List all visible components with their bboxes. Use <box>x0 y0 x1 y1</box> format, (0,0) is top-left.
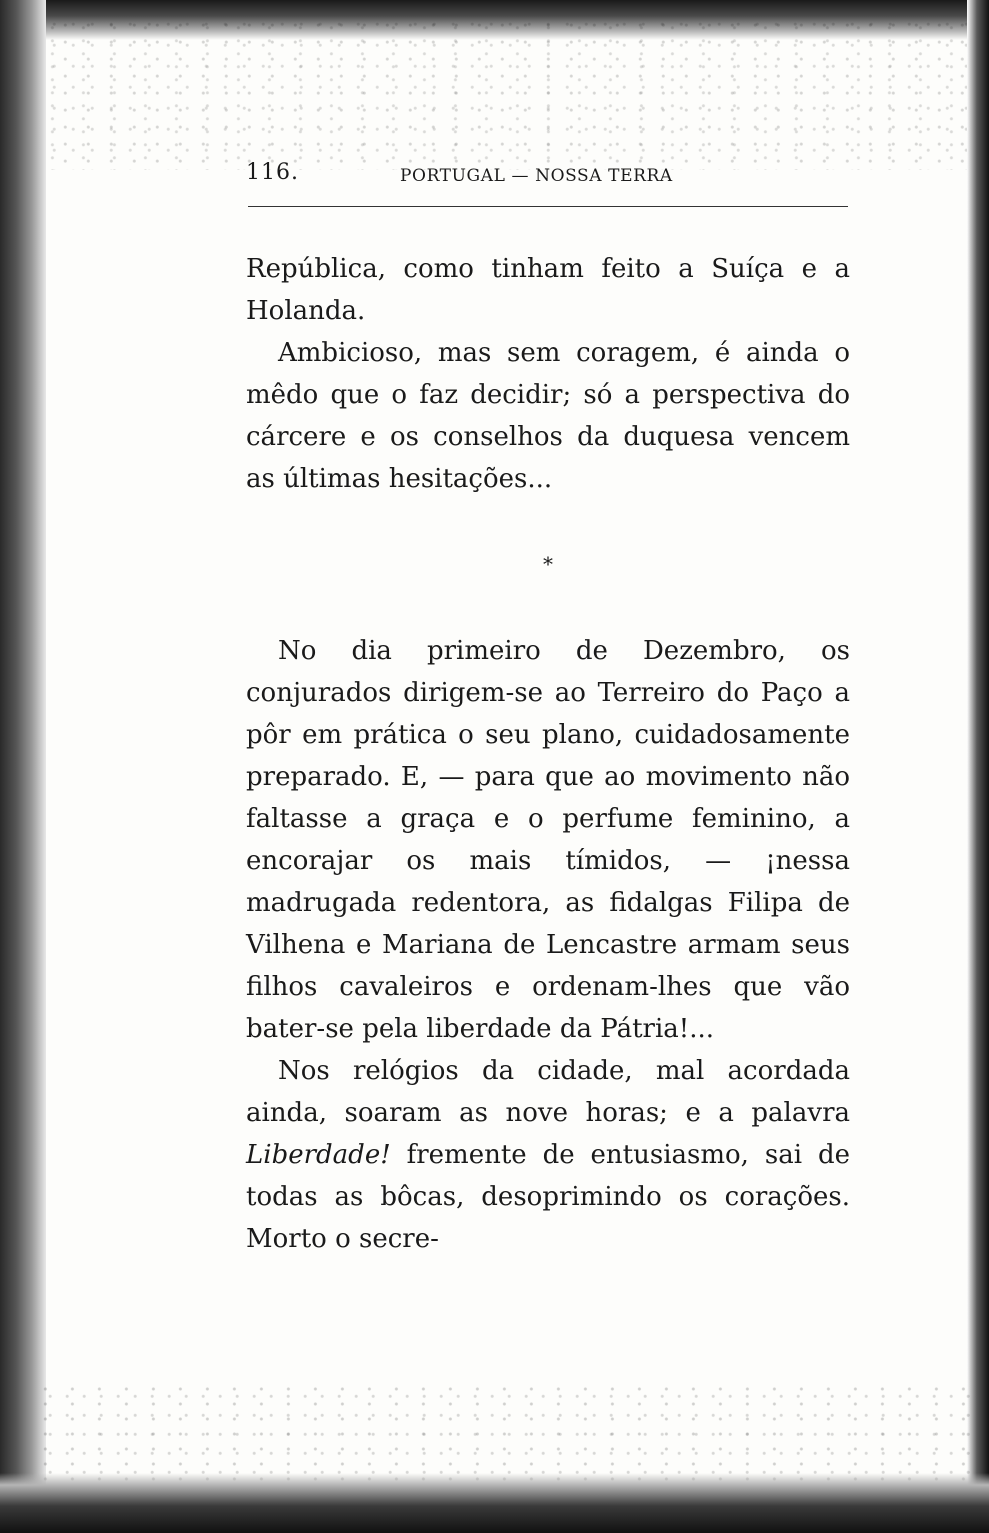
paragraph-continuation: República, como tinham feito a Suíça e a Holanda. <box>246 254 850 326</box>
scan-border-right <box>967 0 989 1533</box>
scan-border-left <box>0 0 46 1533</box>
paragraph-relogios-end: fremente de entusiasmo, sai de todas as bôcas, desoprimindo os corações. Morto o secre- <box>246 1140 850 1254</box>
running-title: PORTUGAL — NOSSA TERRA <box>400 166 673 186</box>
running-header <box>246 160 850 200</box>
section-separator: * <box>543 552 553 576</box>
page-number: 116. <box>246 160 299 185</box>
text-block-after-separator <box>246 630 850 1260</box>
paragraph-relogios-start: Nos relógios da cidade, mal acordada ainda, soaram as nove horas; e a palavra <box>246 1056 850 1128</box>
scan-noise-top <box>40 20 970 170</box>
scan-border-bottom <box>0 1473 989 1533</box>
header-rule <box>248 206 848 207</box>
text-block-before-separator <box>246 248 850 500</box>
paragraph-relogios <box>246 1050 850 1260</box>
paragraph-ambicioso: Ambicioso, mas sem coragem, é ainda o mêdo que o faz decidir; só a perspectiva do cárcere e os conselhos da duquesa vencem as últimas hesitações... <box>246 338 850 494</box>
paragraph-dezembro: No dia primeiro de Dezembro, os conjurados dirigem-se ao Terreiro do Paço a pôr em prática o seu plano, cuidadosamente preparado. E, — para que ao movimento não faltasse a graça e o perfume feminino, a encorajar os mais tímidos, — ¡nessa madrugada redentora, as fidalgas Filipa de Vilhena e Mariana de Lencastre armam seus filhos cavaleiros e ordenam-lhes que vão bater-se pela liberdade da Pátria!... <box>246 636 850 1044</box>
emphasis-liberdade: Liberdade! <box>246 1140 391 1170</box>
